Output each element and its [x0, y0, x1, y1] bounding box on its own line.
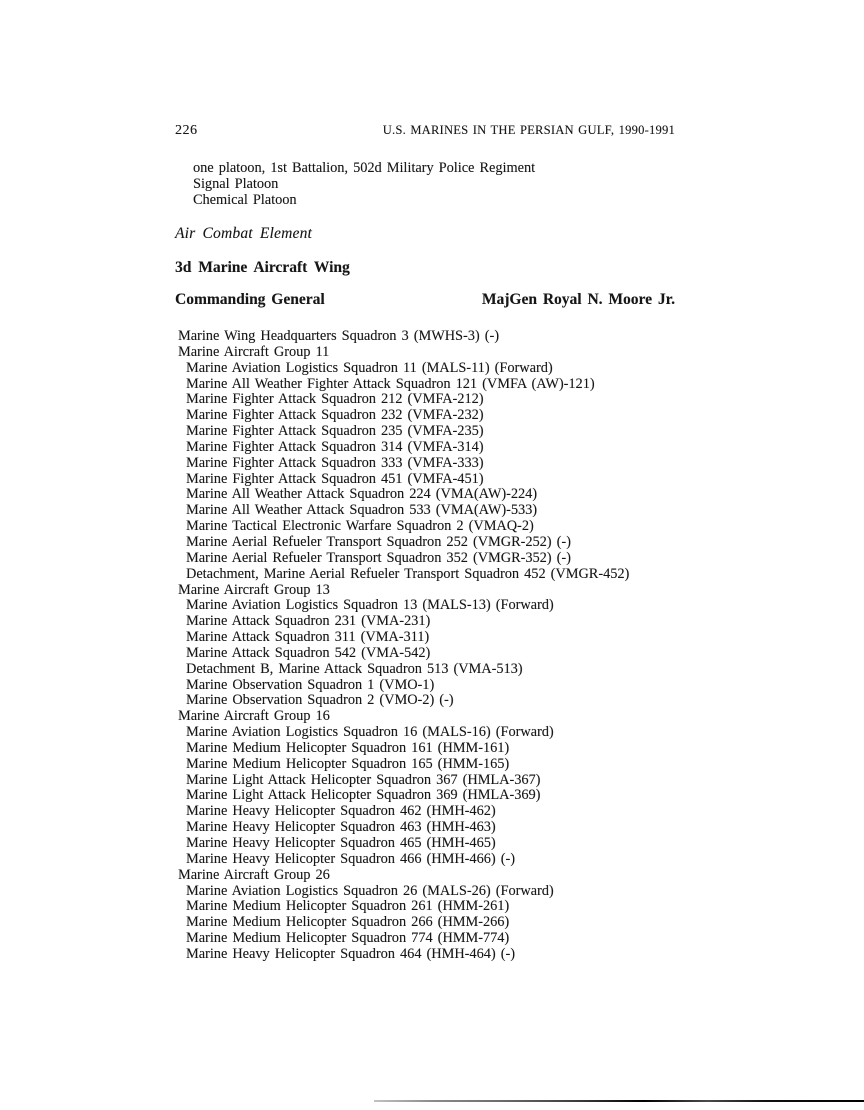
unit-line: Marine Medium Helicopter Squadron 774 (HMM-774): [186, 930, 510, 947]
unit-line: Marine Heavy Helicopter Squadron 464 (HMH-464) (-): [186, 945, 515, 962]
unit-line: Detachment B, Marine Attack Squadron 513 (VMA-513): [186, 660, 523, 677]
page-number: 226: [175, 123, 198, 138]
unit-line: Marine All Weather Attack Squadron 533 (VMA(AW)-533): [186, 502, 538, 519]
unit-line: Marine Aviation Logistics Squadron 16 (MALS-16) (Forward): [186, 724, 554, 741]
unit-line: Marine Aircraft Group 11: [178, 343, 330, 360]
unit-line: Marine Aircraft Group 13: [178, 581, 330, 598]
unit-line: Marine Observation Squadron 1 (VMO-1): [186, 676, 435, 693]
unit-line: Marine Medium Helicopter Squadron 266 (HMM-266): [186, 914, 510, 931]
unit-line: Marine Heavy Helicopter Squadron 466 (HMH-466) (-): [186, 850, 515, 867]
unit-line: Marine Fighter Attack Squadron 451 (VMFA-451): [186, 470, 484, 487]
unit-line: Marine Aerial Refueler Transport Squadron 352 (VMGR-352) (-): [186, 549, 571, 566]
unit-line: Marine Medium Helicopter Squadron 161 (HMM-161): [186, 739, 510, 756]
unit-line: Marine Observation Squadron 2 (VMO-2) (-): [186, 692, 454, 709]
unit-line: Marine Fighter Attack Squadron 333 (VMFA-333): [186, 454, 484, 471]
attachment-line: one platoon, 1st Battalion, 502d Military Police Regiment: [193, 160, 536, 176]
unit-line: Marine Heavy Helicopter Squadron 463 (HMH-463): [186, 819, 496, 836]
unit-line: Marine Aerial Refueler Transport Squadron 252 (VMGR-252) (-): [186, 533, 571, 550]
unit-line: Marine Fighter Attack Squadron 314 (VMFA-314): [186, 438, 484, 455]
section-heading: Air Combat Element: [175, 225, 313, 242]
unit-line: Marine Fighter Attack Squadron 232 (VMFA-232): [186, 407, 484, 424]
attachments-block: [193, 160, 535, 209]
unit-line: Detachment, Marine Aerial Refueler Transport Squadron 452 (VMGR-452): [186, 565, 630, 582]
unit-line: Marine Attack Squadron 311 (VMA-311): [186, 629, 430, 646]
unit-line: Marine Light Attack Helicopter Squadron 369 (HMLA-369): [186, 787, 541, 804]
commander-title: Commanding General: [175, 291, 325, 308]
unit-line: Marine Light Attack Helicopter Squadron 367 (HMLA-367): [186, 771, 541, 788]
unit-line: Marine Attack Squadron 542 (VMA-542): [186, 644, 431, 661]
unit-line: Marine Aviation Logistics Squadron 11 (MALS-11) (Forward): [186, 359, 553, 376]
unit-line: Marine Aviation Logistics Squadron 13 (MALS-13) (Forward): [186, 597, 554, 614]
unit-line: Marine Fighter Attack Squadron 212 (VMFA-212): [186, 391, 484, 408]
unit-line: Marine Aircraft Group 16: [178, 708, 330, 725]
unit-line: Marine All Weather Attack Squadron 224 (VMA(AW)-224): [186, 486, 538, 503]
wing-heading: 3d Marine Aircraft Wing: [175, 259, 350, 276]
commander-row: [175, 291, 675, 309]
unit-line: Marine Heavy Helicopter Squadron 462 (HMH-462): [186, 803, 496, 820]
unit-line: Marine Tactical Electronic Warfare Squadron 2 (VMAQ-2): [186, 518, 534, 535]
unit-line: Marine Wing Headquarters Squadron 3 (MWHS-3) (-): [178, 328, 500, 344]
page-header: [175, 123, 675, 139]
unit-list: [178, 329, 629, 963]
unit-line: Marine Medium Helicopter Squadron 165 (HMM-165): [186, 755, 510, 772]
unit-line: Marine All Weather Fighter Attack Squadron 121 (VMFA (AW)-121): [186, 375, 595, 392]
unit-line: Marine Fighter Attack Squadron 235 (VMFA-235): [186, 423, 484, 440]
unit-line: Marine Medium Helicopter Squadron 261 (HMM-261): [186, 898, 510, 915]
scan-artifact-line: [374, 1100, 864, 1102]
running-title: U.S. MARINES IN THE PERSIAN GULF, 1990-1991: [382, 123, 675, 137]
unit-line: Marine Aircraft Group 26: [178, 866, 330, 883]
attachment-line: Signal Platoon: [193, 176, 279, 193]
unit-line: Marine Heavy Helicopter Squadron 465 (HMH-465): [186, 835, 496, 851]
unit-line: Marine Attack Squadron 231 (VMA-231): [186, 613, 431, 630]
unit-line: Marine Aviation Logistics Squadron 26 (MALS-26) (Forward): [186, 882, 554, 899]
attachment-line: Chemical Platoon: [193, 192, 297, 209]
commander-name: MajGen Royal N. Moore Jr.: [481, 291, 675, 308]
